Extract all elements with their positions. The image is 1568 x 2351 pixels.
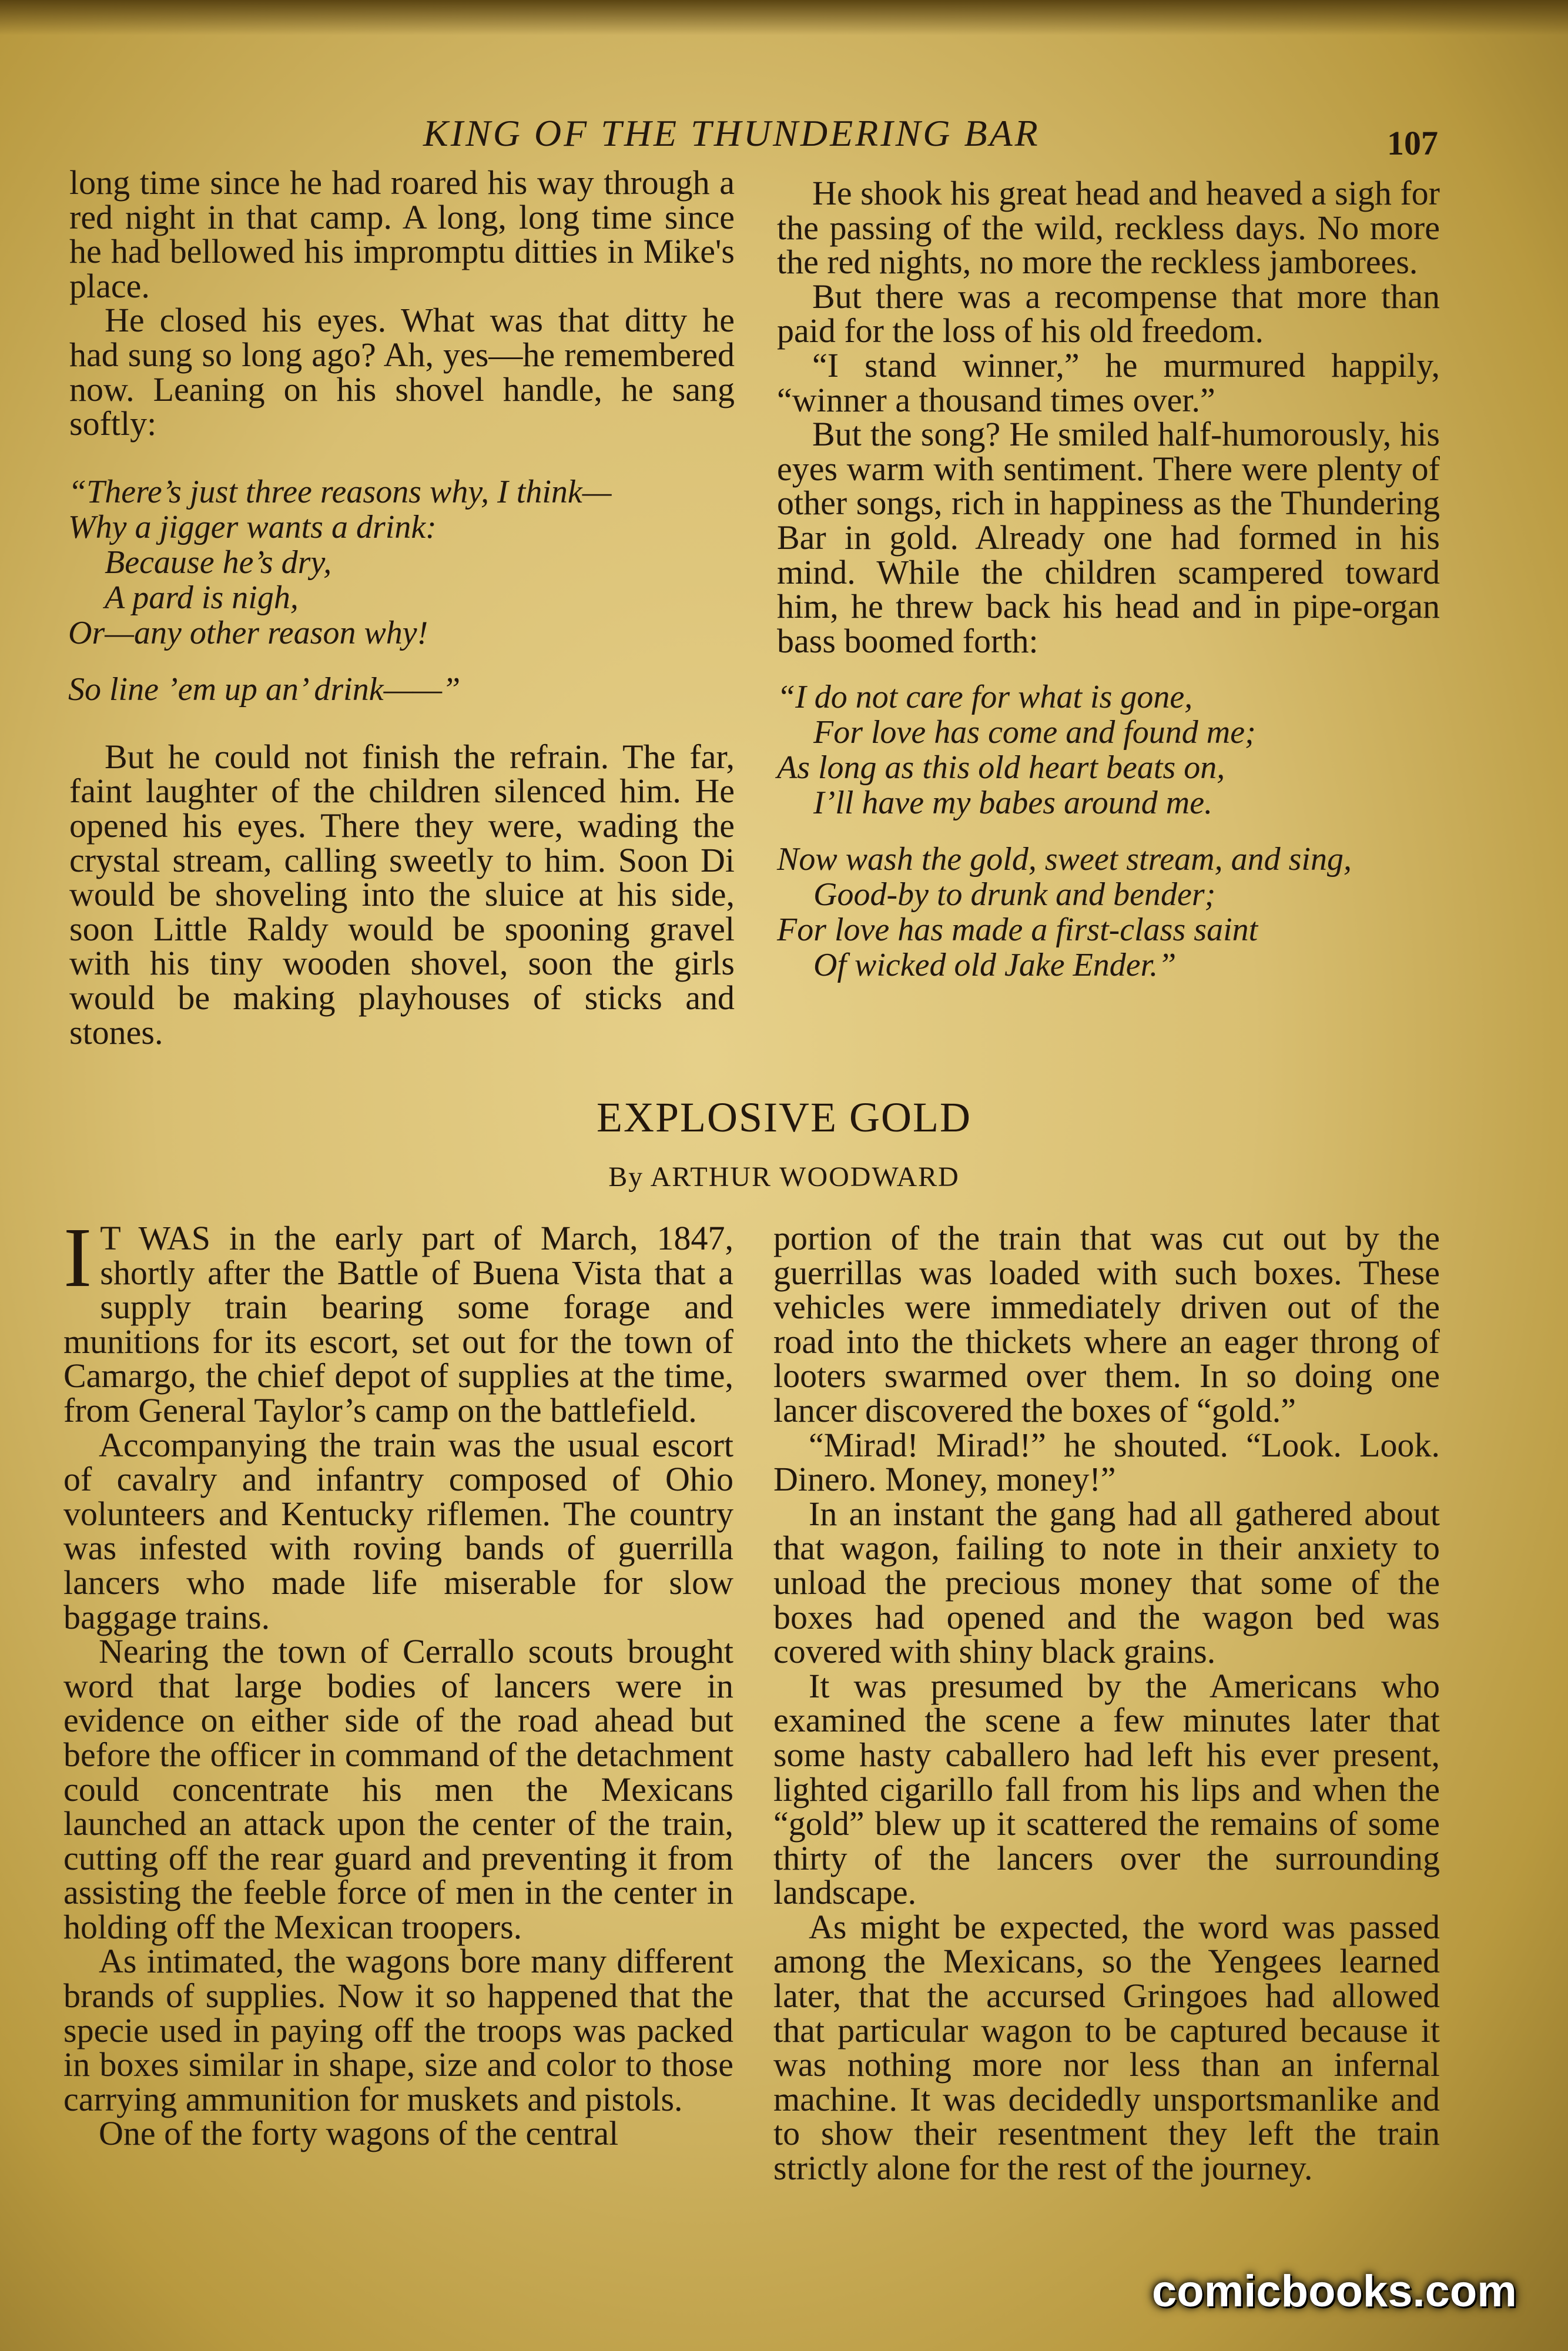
story1-verse xyxy=(68,474,735,707)
story2-paragraph: As might be expected, the word was passed among the Mexicans, so the Yengees learned later, that the accursed Gringoes had allowed that particular wagon to be captured because it was nothing more nor less than an infernal machine. It was decidedly unsportsmanlike and to show their resentment they left the train strictly alone for the rest of the journey. xyxy=(773,1907,1440,2188)
story2-paragraph: One of the forty wagons of the central xyxy=(99,2114,619,2153)
story1-paragraph: long time since he had roared his way through a red night in that camp. A long, long time since he had bellowed his impromptu ditties in Mike's place. xyxy=(69,163,735,305)
verse-line: Why a jigger wants a drink: xyxy=(68,508,437,545)
story1-paragraph: But the song? He smiled half-humorously, his eyes warm with sentiment. There were plenty of other songs, rich in happiness as the Thundering Bar in gold. Already one had formed in his mind. While the children scampered toward him, he threw back his head and in pipe-organ bass boomed forth: xyxy=(777,415,1440,660)
story2-opening-text: T WAS in the early part of March, 1847, shortly after the Battle of Buena Vista that a supply train bearing some forage and munitions for its escort, set out for the town of Camargo, the chief depot of supplies at the time, from General Taylor’s camp on the battlefield. xyxy=(63,1219,733,1429)
story-byline: By ARTHUR WOODWARD xyxy=(608,1161,960,1193)
story2-paragraph: In an instant the gang had all gathered about that wagon, failing to note in their anxiety to unload the precious money that some of the boxes had opened and the wagon bed was covered with shiny black grains. xyxy=(773,1494,1440,1671)
story-title: EXPLOSIVE GOLD xyxy=(597,1094,971,1141)
verse-line: For love has come and found me; xyxy=(813,714,1256,751)
verse-line: A pard is nigh, xyxy=(105,579,299,616)
story1-left-column xyxy=(68,163,735,1051)
story2-left-column xyxy=(63,1211,733,2153)
story2-paragraph: “Mirad! Mirad!” he shouted. “Look. Look. Dinero. Money, money!” xyxy=(773,1425,1440,1499)
story2-paragraph: Accompanying the train was the usual escort of cavalry and infantry composed of Ohio volunteers and Kentucky riflemen. The country was infested with roving bands of guerrilla lancers who made life miserable for slow baggage trains. xyxy=(63,1425,733,1636)
page-header xyxy=(0,106,1568,170)
verse-line: Now wash the gold, sweet stream, and sing, xyxy=(777,841,1352,878)
page-number: 107 xyxy=(1387,124,1438,162)
story2-paragraph: Nearing the town of Cerrallo scouts brought word that large bodies of lancers were in evidence on either side of the road ahead but before the officer in command of the detachment could concentrate his men the Mexicans launched an attack upon the center of the train, cutting off the rear guard and preventing it from assisting the feeble force of men in the center in holding off the Mexican troopers. xyxy=(63,1632,733,1946)
story1-paragraph: “I stand winner,” he murmured happily, “winner a thousand times over.” xyxy=(777,346,1440,419)
verse-refrain: So line ’em up an’ drink——” xyxy=(68,671,461,708)
site-watermark xyxy=(1152,2266,1557,2330)
story2-paragraph: It was presumed by the Americans who examined the scene a few minutes later that some hasty caballero had left his ever present, lighted cigarillo fall from his lips and when the “gold” blew up it scattered the remains of some thirty of the lancers over the surrounding landscape. xyxy=(773,1666,1440,1912)
verse-line: For love has made a first-class saint xyxy=(777,912,1258,949)
story2-paragraph: portion of the train that was cut out by the guerrillas was loaded with such boxes. These vehicles were immediately driven out of the road into the thickets where an eager throng of looters swarmed over them. In so doing one lancer discovered the boxes of “gold.” xyxy=(773,1219,1440,1429)
story2-paragraph xyxy=(63,1211,733,1429)
story1-paragraph: But he could not finish the refrain. The far, faint laughter of the children silenced him. He opened his eyes. There they were, wading the crystal stream, calling sweetly to him. Soon Di would be shoveling into the sluice at his side, soon Little Raldy would be spooning gravel with his tiny wooden shovel, soon the girls would be making playhouses of sticks and stones. xyxy=(69,737,735,1051)
verse-line: “There’s just three reasons why, I think— xyxy=(68,473,612,510)
story1-paragraph: He closed his eyes. What was that ditty he had sung so long ago? Ah, yes—he remembered now. Leaning on his shovel handle, he sang softly: xyxy=(69,301,735,443)
verse-line: Or—any other reason why! xyxy=(68,614,428,651)
drop-cap: I xyxy=(63,1211,92,1305)
verse-line: Good-by to drunk and bender; xyxy=(813,876,1216,913)
verse-line: Of wicked old Jake Ender.” xyxy=(813,947,1177,984)
verse-line: I’ll have my babes around me. xyxy=(813,785,1213,822)
verse-line: “I do not care for what is gone, xyxy=(777,679,1193,716)
page-top-edge xyxy=(0,0,1568,35)
verse-line: Because he’s dry, xyxy=(105,544,332,581)
story1-right-column xyxy=(777,176,1440,983)
verse-line: As long as this old heart beats on, xyxy=(777,749,1225,786)
running-title: KING OF THE THUNDERING BAR xyxy=(423,112,1040,154)
story2-paragraph: As intimated, the wagons bore many different brands of supplies. Now it so happened that the specie used in paying off the troops was packed in boxes similar in shape, size and color to those carrying ammunition for muskets and pistols. xyxy=(63,1942,733,2118)
story1-closing-verse xyxy=(777,679,1440,983)
story1-paragraph: But there was a recompense that more than paid for the loss of his old freedom. xyxy=(777,277,1440,350)
story1-paragraph: He shook his great head and heaved a sigh for the passing of the wild, reckless days. No more the red nights, no more the reckless jamborees. xyxy=(777,174,1440,282)
watermark-text: comicbooks.com xyxy=(1152,2266,1517,2316)
story2-right-column xyxy=(773,1221,1440,2186)
